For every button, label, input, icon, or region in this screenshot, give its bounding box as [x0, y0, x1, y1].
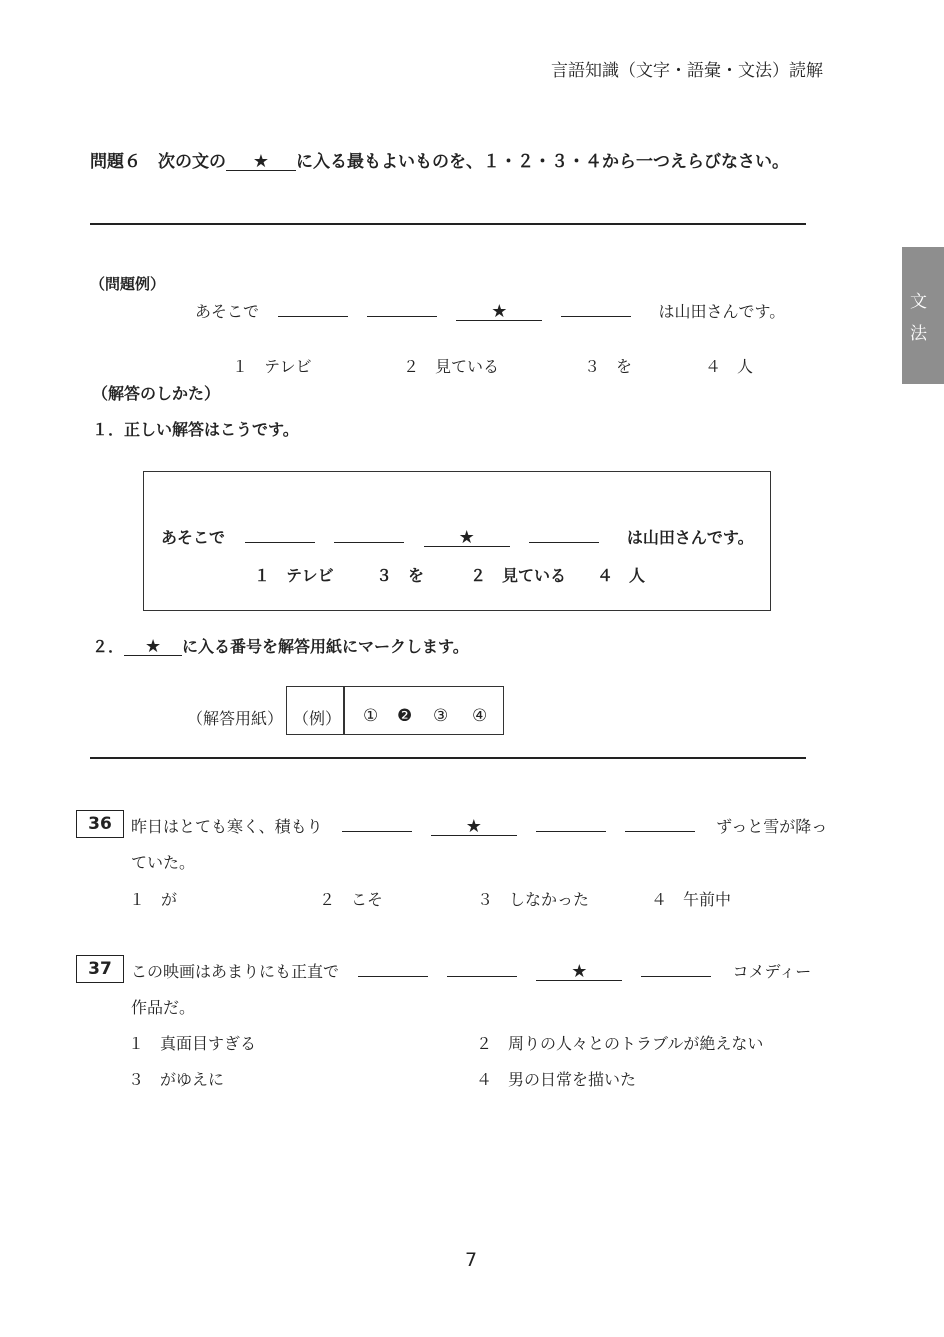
answer-blank: [641, 964, 711, 977]
correct-answer-box: [143, 471, 771, 611]
answer-blank: [245, 530, 315, 543]
q36-sentence-end: ずっと雪が降っ: [716, 817, 828, 836]
q36-continuation: ていた。: [131, 853, 196, 872]
answer-blank: [342, 819, 412, 832]
question-37-sentence: [131, 959, 811, 982]
mark-bubble-4: ④: [472, 706, 488, 726]
example-option-4: ４ 人: [705, 357, 754, 376]
box-order-4: ４ 人: [597, 566, 646, 585]
answer-blank: [334, 530, 404, 543]
answer-blank: [561, 304, 631, 317]
q37-option-2: ２ 周りの人々とのトラブルが絶えない: [476, 1034, 764, 1053]
answer-sheet-example-label: （例）: [293, 709, 342, 728]
question-number-37: 37: [76, 955, 124, 983]
q37-option-1: １ 真面目すぎる: [128, 1034, 257, 1053]
q36-option-4: ４ 午前中: [651, 890, 732, 909]
star-icon: ★: [252, 151, 270, 172]
problem-instruction: [90, 147, 789, 172]
answer-sheet-marks-cell: [343, 686, 504, 735]
side-tab-char-1: 文: [910, 292, 927, 312]
question-number-36: 36: [76, 810, 124, 838]
answer-sheet-example-cell: [286, 686, 345, 735]
star-blank: [456, 301, 542, 322]
star-icon: ★: [465, 816, 482, 837]
box-order-3: ２ 見ている: [470, 566, 567, 585]
side-tab-char-2: 法: [910, 324, 927, 344]
answer-blank: [367, 304, 437, 317]
q37-sentence-start: この映画はあまりにも正直で: [131, 962, 340, 981]
star-icon: ★: [571, 961, 588, 982]
example-option-2: ２ 見ている: [403, 357, 500, 376]
q37-option-4: ４ 男の日常を描いた: [476, 1070, 637, 1089]
example-sentence-start: あそこで: [195, 302, 260, 321]
page-number: 7: [465, 1249, 478, 1271]
q37-sentence-end: コメディー: [732, 962, 812, 981]
answer-blank: [278, 304, 348, 317]
example-sentence: [195, 299, 785, 322]
answer-blank: [358, 964, 428, 977]
mark-bubble-2-filled: ❷: [397, 706, 413, 726]
instruction-star-blank: [226, 151, 296, 172]
box-sentence-start: あそこで: [161, 528, 226, 547]
example-label: （問題例）: [90, 275, 166, 293]
box-sentence: [161, 525, 754, 548]
answer-sheet-label: （解答用紙）: [187, 709, 284, 728]
step2-prefix: ２．: [92, 637, 125, 656]
page-header-title: 言語知識（文字・語彙・文法）読解: [551, 61, 823, 81]
q36-option-3: ３ しなかった: [477, 890, 590, 909]
instruction-prefix: 問題６ 次の文の: [90, 152, 226, 172]
answer-blank: [447, 964, 517, 977]
star-icon: ★: [144, 636, 162, 657]
box-order-1: １ テレビ: [254, 566, 334, 585]
star-blank: [124, 636, 182, 657]
example-option-3: ３ を: [584, 357, 633, 376]
example-option-1: １ テレビ: [232, 357, 312, 376]
q37-option-3: ３ がゆえに: [128, 1070, 225, 1089]
star-blank: [424, 527, 510, 548]
how-to-step-2: [92, 634, 469, 657]
step2-suffix: に入る番号を解答用紙にマークします。: [182, 637, 469, 656]
answer-blank: [625, 819, 695, 832]
how-to-step-1: １．正しい解答はこうです。: [92, 420, 299, 439]
q36-option-2: ２ こそ: [319, 890, 384, 909]
star-blank: [431, 816, 517, 837]
star-icon: ★: [491, 301, 508, 322]
star-blank: [536, 961, 622, 982]
q37-continuation: 作品だ。: [131, 998, 196, 1017]
instruction-suffix: に入る最もよいものを、１・２・３・４から一つえらびなさい。: [296, 152, 789, 172]
q36-sentence-start: 昨日はとても寒く、積もり: [131, 817, 323, 836]
divider-bottom: [90, 757, 806, 759]
divider-top: [90, 223, 806, 225]
example-sentence-end: は山田さんです。: [658, 302, 786, 321]
box-sentence-end: は山田さんです。: [626, 528, 754, 547]
answer-blank: [536, 819, 606, 832]
box-order-2: ３ を: [376, 566, 425, 585]
q36-option-1: １ が: [129, 890, 178, 909]
mark-bubble-1: ①: [363, 706, 379, 726]
answer-blank: [529, 530, 599, 543]
mark-bubble-3: ③: [433, 706, 449, 726]
star-icon: ★: [458, 527, 475, 548]
side-section-tab: [902, 247, 944, 384]
question-36-sentence: [131, 814, 827, 837]
how-to-label: （解答のしかた）: [92, 384, 221, 403]
